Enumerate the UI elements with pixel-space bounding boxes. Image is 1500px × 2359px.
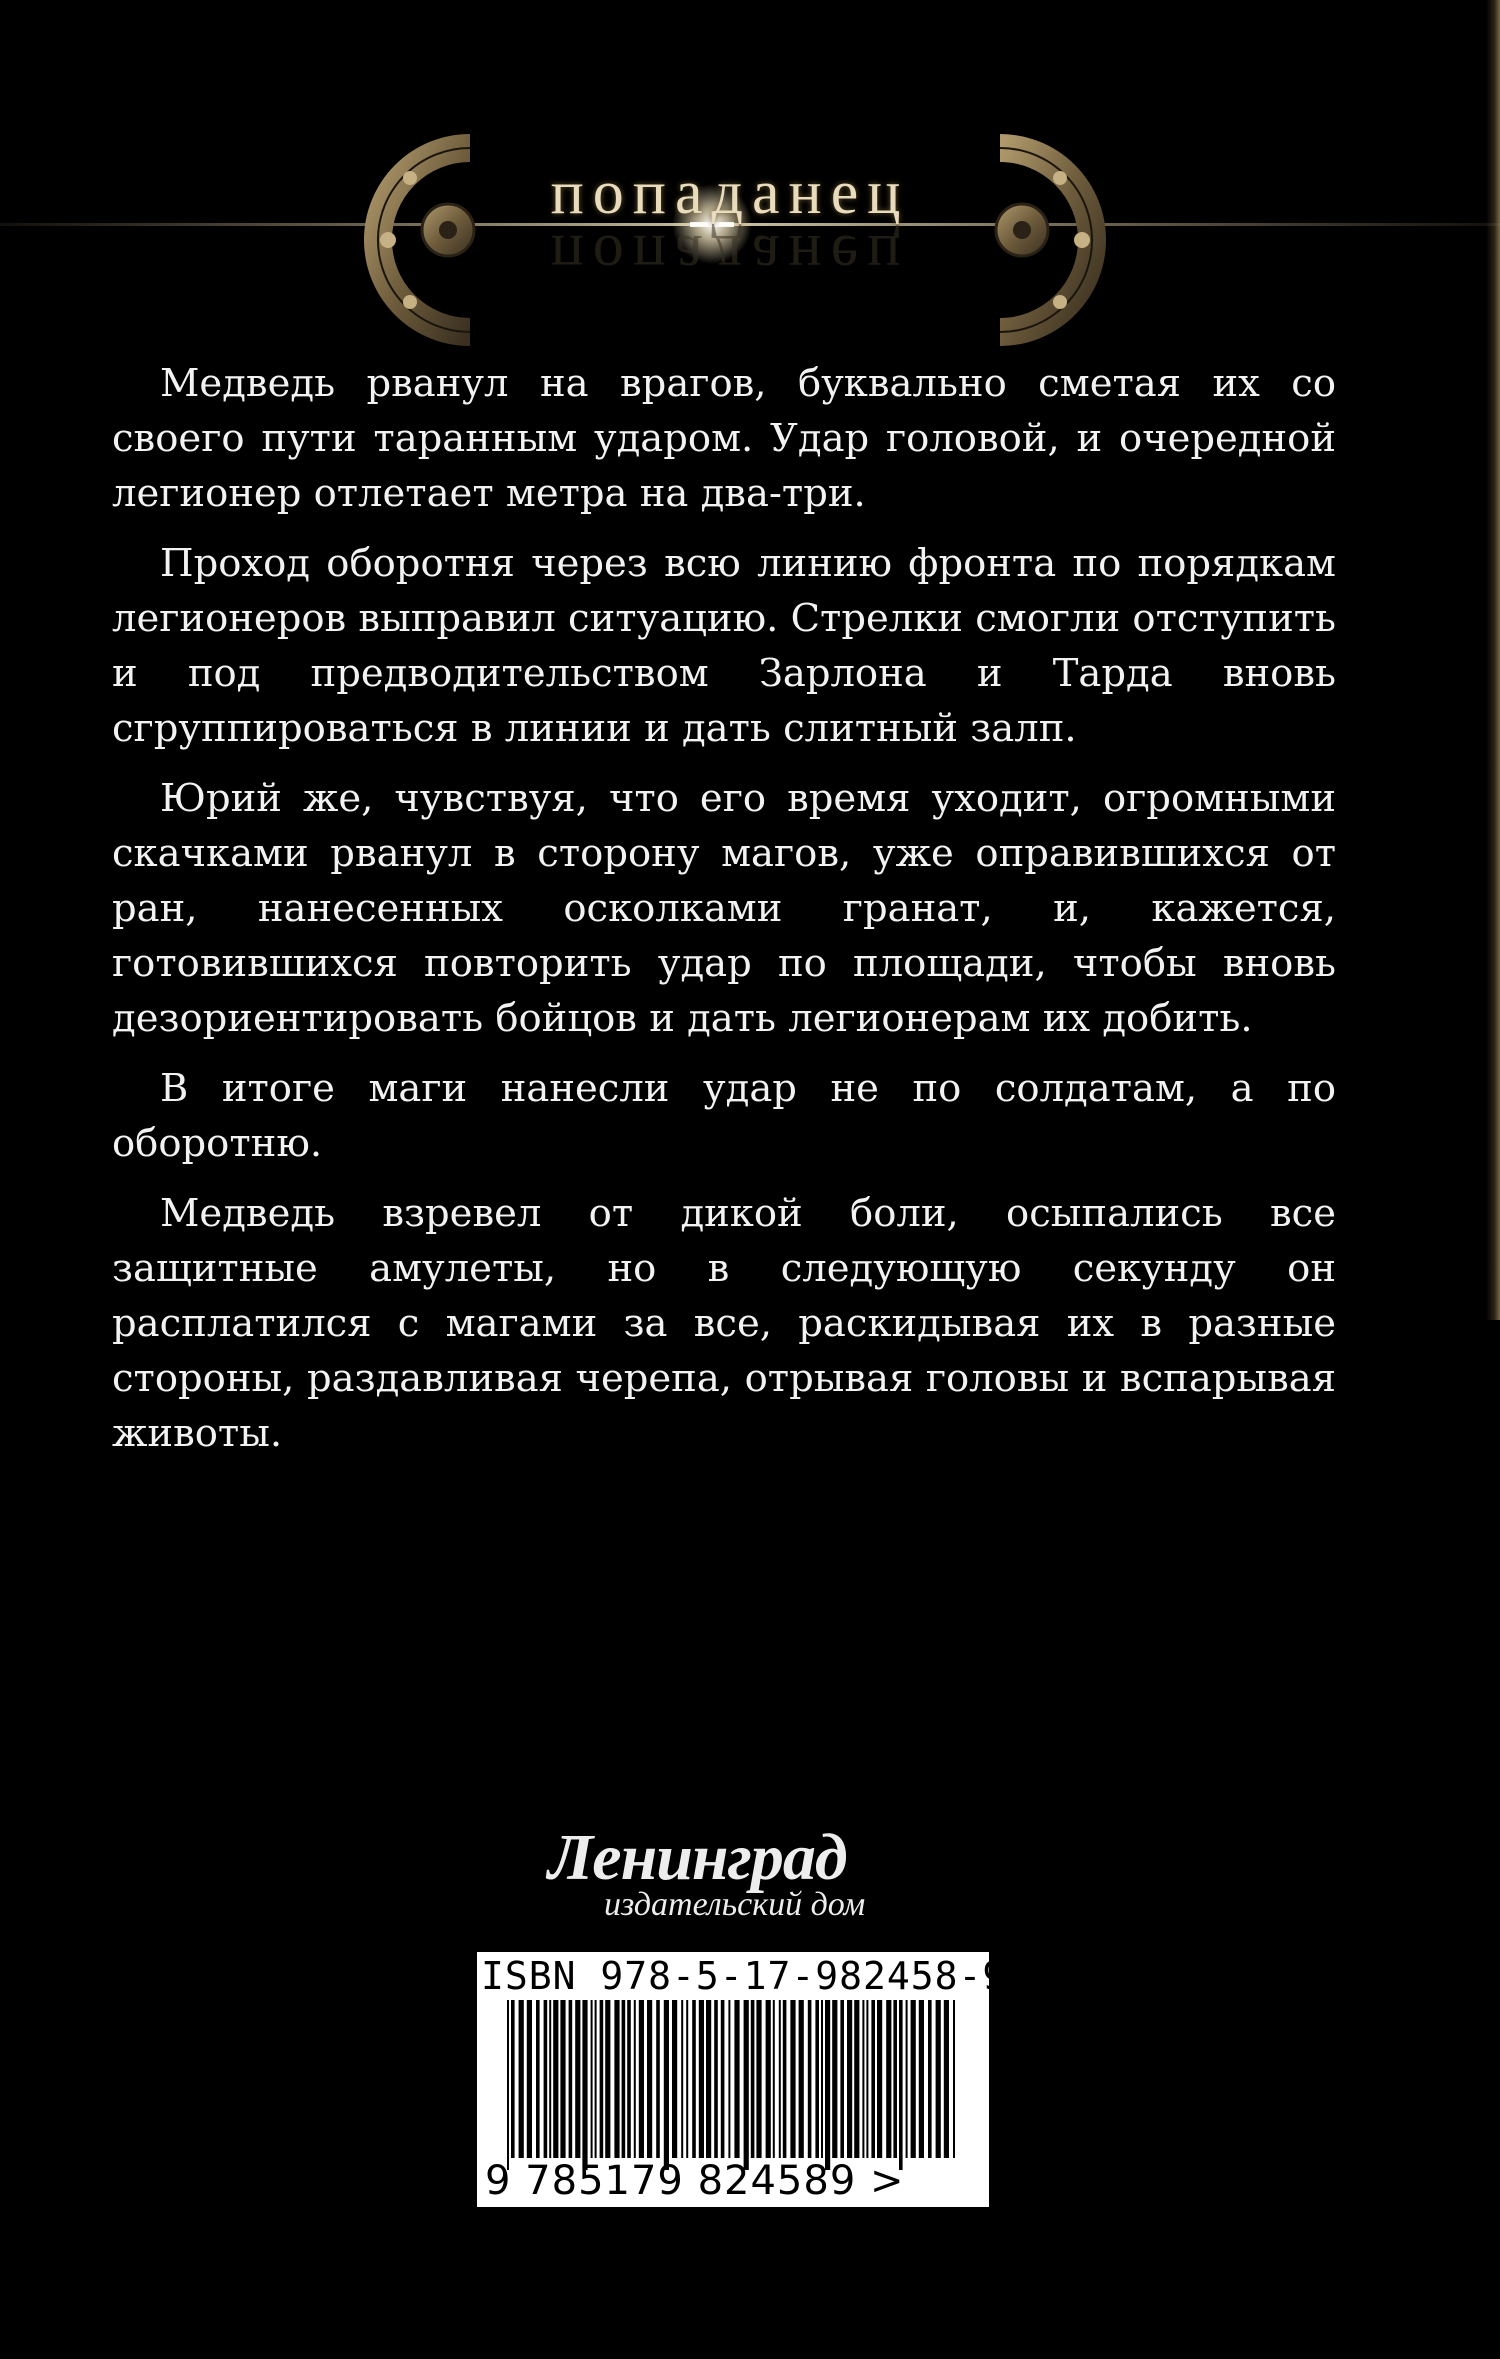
barcode-bar xyxy=(871,2000,875,2158)
barcode-bar xyxy=(911,2000,916,2158)
barcode-bar xyxy=(519,2000,524,2158)
series-emblem xyxy=(0,120,1500,360)
barcode-bar xyxy=(627,2000,631,2158)
barcode-bar xyxy=(832,2000,837,2158)
annotation-paragraph-5: Медведь взревел от дикой боли, осыпались все защитные амулеты, но в следующую секунду он расплатился с магами за все, раскидывая их в разные стороны, раздавливая черепа, отрывая головы и вспарывая животы. xyxy=(112,1191,1336,1456)
isbn-barcode xyxy=(477,1952,1007,2207)
series-title: попаданец xyxy=(550,159,910,227)
barcode-bar xyxy=(919,2000,924,2158)
barcode-bar xyxy=(575,2000,580,2158)
barcode-bar xyxy=(639,2000,644,2158)
annotation-paragraph-2: Проход оборотня через всю линию фронта по порядкам легионеров выправил ситуацию. Стрелки смогли отступить и под предводительством Зарлона и Тарда вновь сгруппироваться в линии и дать слитный залп. xyxy=(112,541,1336,751)
barcode-digits: 9 785179 824589 > xyxy=(485,2158,905,2204)
barcode-bar xyxy=(634,2000,636,2158)
barcode-bar xyxy=(854,2000,859,2158)
barcode-bar xyxy=(672,2000,677,2158)
barcode-bar xyxy=(553,2000,558,2158)
barcode-bar xyxy=(706,2000,711,2158)
barcode-bar xyxy=(699,2000,704,2158)
barcode-bar xyxy=(866,2000,868,2158)
annotation-paragraph-1: Медведь рванул на врагов, буквально сметая их со своего пути таранным ударом. Удар головой, и очередной легионер отлетает метра на два-три. xyxy=(112,361,1336,516)
barcode-bar xyxy=(906,2000,908,2158)
publisher-subtitle: издательский дом xyxy=(604,1886,866,1923)
barcode-bar xyxy=(536,2000,540,2158)
barcode-bar xyxy=(656,2000,660,2158)
barcode-bar xyxy=(591,2000,593,2158)
barcode-bar xyxy=(744,2000,749,2170)
barcode-bar xyxy=(928,2000,932,2158)
annotation-text xyxy=(112,356,1336,1476)
series-title-reflection: попаданец xyxy=(550,222,910,290)
barcode-bar xyxy=(560,2000,565,2158)
barcode-bar xyxy=(899,2000,903,2170)
barcode-bar xyxy=(766,2000,771,2158)
barcode-bar xyxy=(582,2000,587,2170)
barcode-bar xyxy=(953,2000,955,2158)
barcode-bar xyxy=(728,2000,730,2158)
barcode-bar xyxy=(692,2000,696,2158)
barcode-bar xyxy=(544,2000,548,2158)
annotation-paragraph-4: В итоге маги нанесли удар не по солдатам, а по оборотню. xyxy=(112,1066,1336,1166)
barcode-bar xyxy=(808,2000,812,2158)
barcode-bar xyxy=(847,2000,852,2158)
barcode-bar xyxy=(600,2000,604,2158)
barcode-bar xyxy=(877,2000,882,2158)
publisher-name: Ленинград xyxy=(548,1821,847,1894)
barcode-bar xyxy=(527,2000,532,2158)
barcode-bars xyxy=(507,2000,959,2170)
barcode-bar xyxy=(893,2000,897,2158)
barcode-bar xyxy=(790,2000,795,2158)
barcode-bar xyxy=(511,2000,515,2158)
barcode-bar xyxy=(862,2000,864,2158)
barcode-bar xyxy=(840,2000,844,2158)
barcode-bar xyxy=(549,2000,551,2158)
barcode-bar xyxy=(886,2000,891,2158)
barcode-bar xyxy=(681,2000,683,2158)
barcode-bar xyxy=(507,2000,509,2170)
barcode-bar xyxy=(569,2000,573,2158)
barcode-bar xyxy=(734,2000,739,2158)
isbn-number: ISBN 978-5-17-982458-9 xyxy=(481,1954,1007,1998)
barcode-bar xyxy=(664,2000,669,2170)
barcode-bar xyxy=(721,2000,725,2158)
barcode-bar xyxy=(779,2000,781,2158)
barcode-bar xyxy=(756,2000,761,2158)
barcode-bar xyxy=(799,2000,804,2158)
barcode-bar xyxy=(595,2000,597,2158)
barcode-bar xyxy=(825,2000,830,2170)
barcode-bar xyxy=(815,2000,819,2158)
barcode-bar xyxy=(605,2000,610,2158)
barcode-bar xyxy=(686,2000,688,2158)
annotation-paragraph-3: Юрий же, чувствуя, что его время уходит, огромными скачками рванул в сторону магов, уже оправившихся от ран, нанесенных осколками гранат, и, кажется, готовившихся повторить удар по площади, чтобы вновь дезориентировать бойцов и дать легионерам их добить. xyxy=(112,776,1336,1041)
barcode-bar xyxy=(944,2000,949,2158)
barcode-bar xyxy=(821,2000,823,2158)
barcode-bar xyxy=(714,2000,718,2158)
barcode-bar xyxy=(751,2000,755,2158)
publisher-logo xyxy=(540,1820,960,1930)
barcode-bar xyxy=(647,2000,652,2158)
barcode-bar xyxy=(783,2000,787,2158)
barcode-bar xyxy=(622,2000,626,2158)
barcode-bar xyxy=(936,2000,941,2158)
barcode-bar xyxy=(773,2000,775,2158)
barcode-bar xyxy=(614,2000,619,2158)
